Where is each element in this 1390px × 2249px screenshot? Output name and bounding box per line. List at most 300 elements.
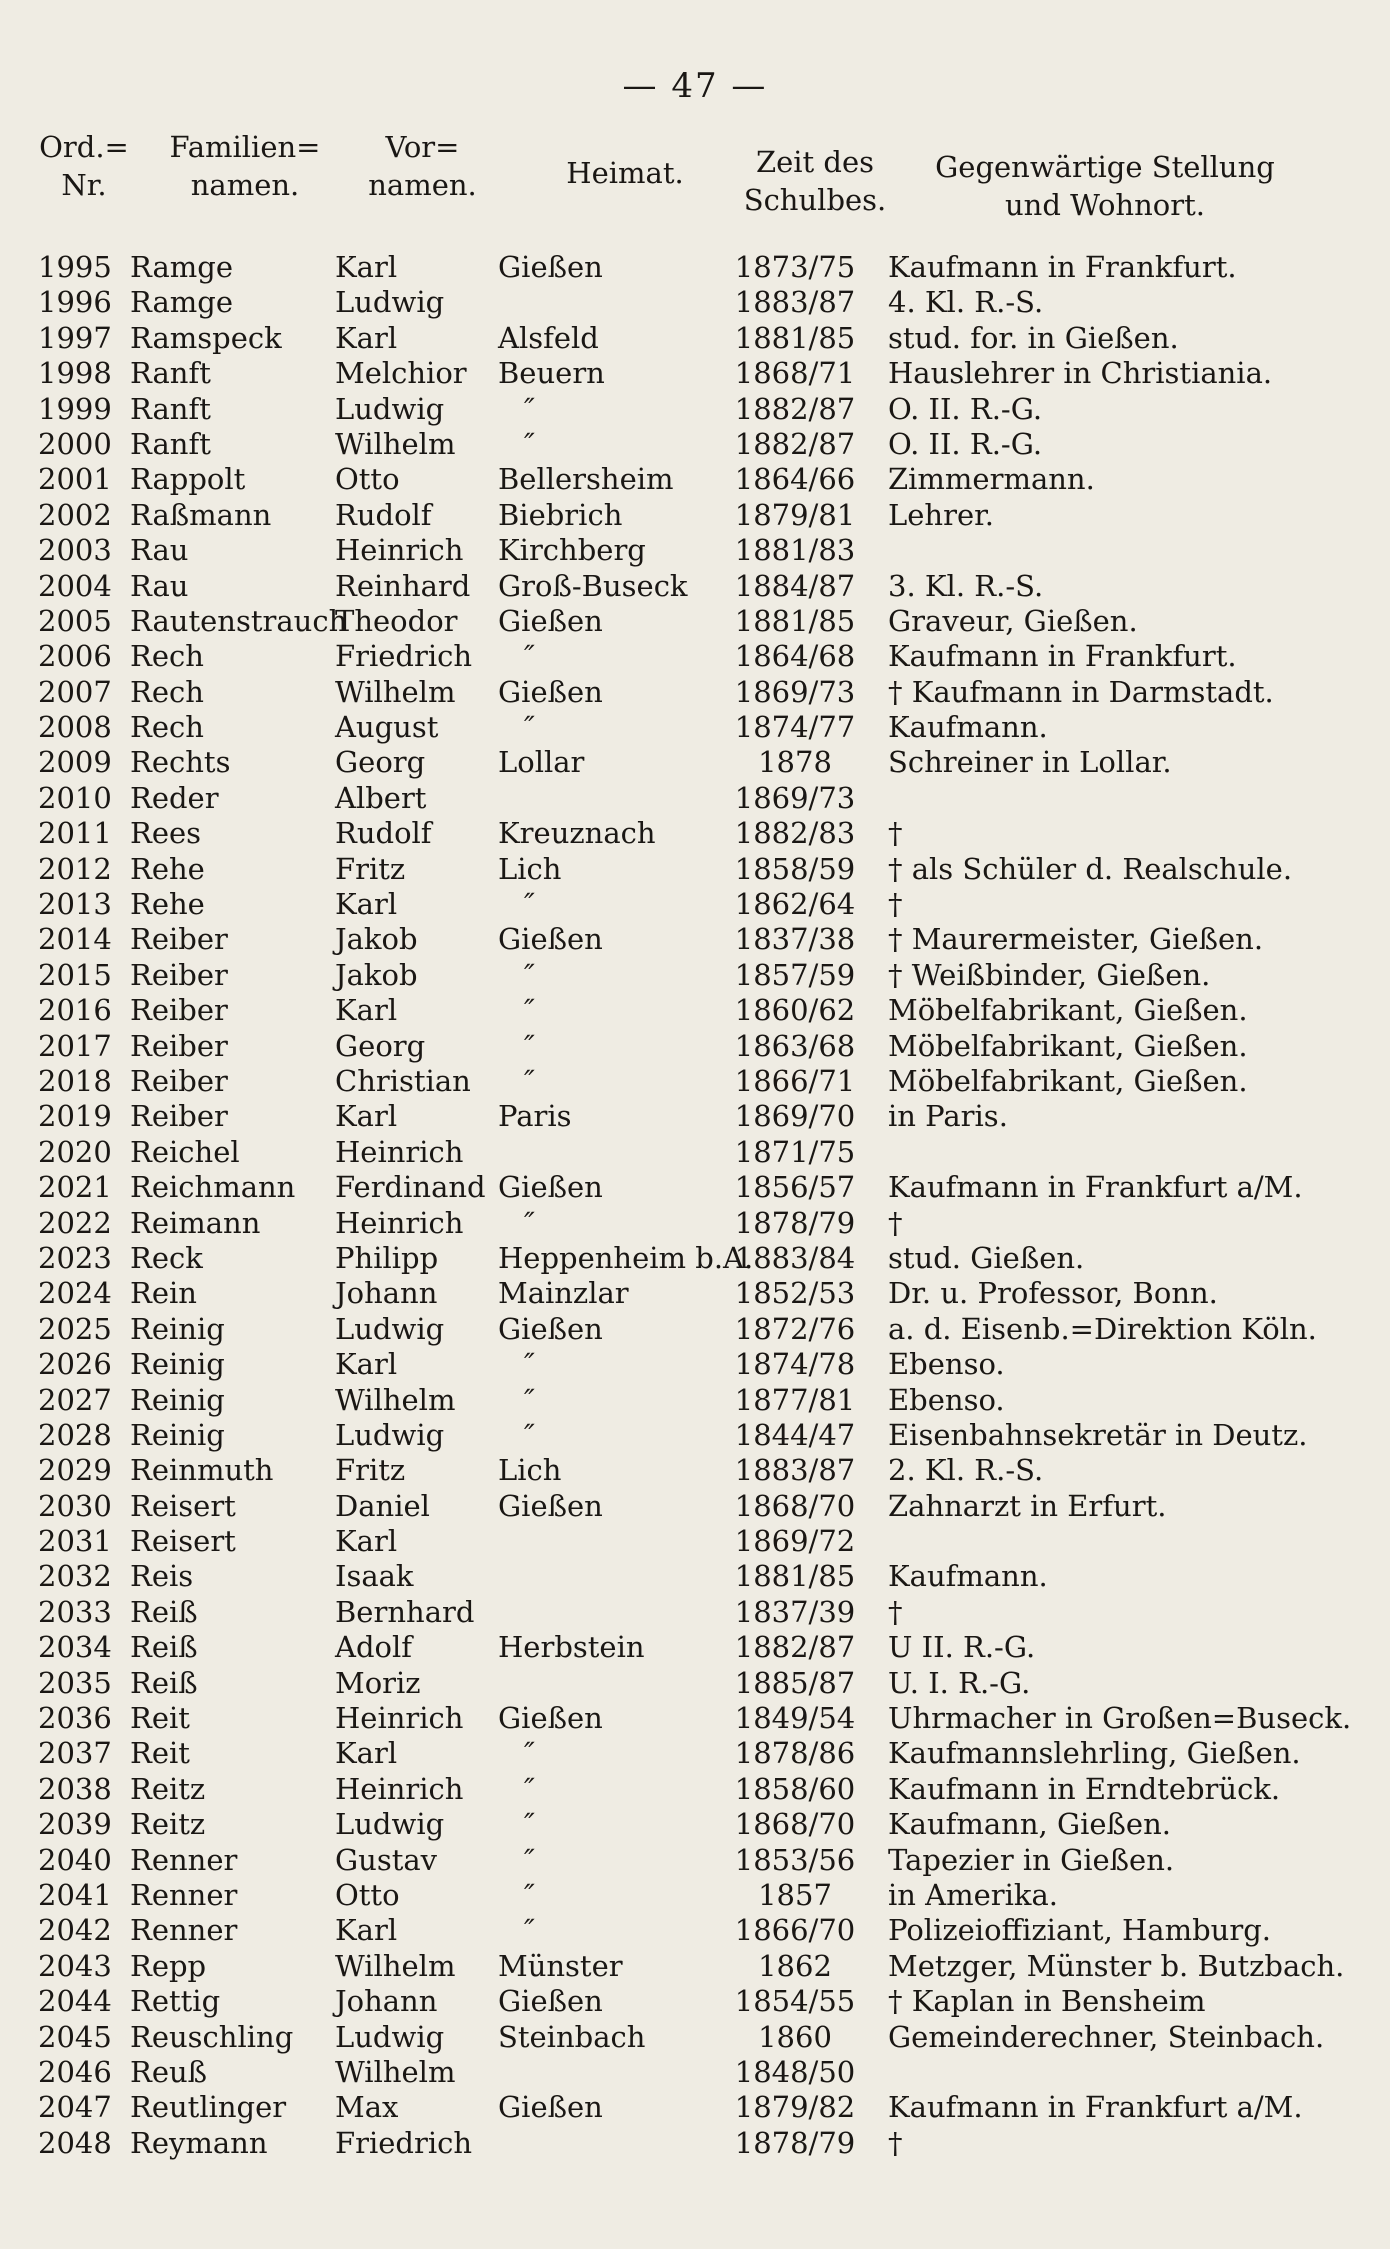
entry-familienname: Reimann — [130, 1205, 261, 1240]
entry-heimat: Gießen — [498, 2090, 603, 2125]
header-vorname — [350, 128, 495, 204]
entry-number: 2000 — [38, 426, 112, 461]
entry-heimat: ″ — [524, 1771, 535, 1806]
table-row — [0, 498, 1390, 533]
entry-stellung: † — [888, 887, 903, 922]
entry-vorname: Theodor — [335, 603, 458, 638]
table-row — [0, 321, 1390, 356]
entry-zeit: 1854/55 — [734, 1984, 856, 2019]
entry-number: 1996 — [38, 285, 112, 320]
entry-heimat: Gießen — [498, 603, 603, 638]
entry-vorname: Friedrich — [335, 2125, 473, 2160]
entry-stellung: Polizeioffiziant, Hamburg. — [888, 1913, 1271, 1948]
entry-heimat: Herbstein — [498, 1630, 645, 1665]
entry-vorname: Ludwig — [335, 2019, 445, 2054]
table-row — [0, 1736, 1390, 1771]
table-row — [0, 427, 1390, 462]
entry-number: 2021 — [38, 1170, 112, 1205]
entry-vorname: Otto — [335, 1877, 400, 1912]
entry-familienname: Reit — [130, 1701, 190, 1736]
entry-heimat: ″ — [524, 1842, 535, 1877]
entry-number: 2024 — [38, 1276, 112, 1311]
entry-zeit: 1871/75 — [734, 1134, 856, 1169]
entry-stellung: Kaufmann in Frankfurt. — [888, 639, 1237, 674]
entry-stellung: † — [888, 816, 903, 851]
entry-zeit: 1878/79 — [734, 2125, 856, 2160]
entry-zeit: 1883/84 — [734, 1240, 856, 1275]
table-row — [0, 710, 1390, 745]
entry-zeit: 1858/60 — [734, 1771, 856, 1806]
entry-vorname: Wilhelm — [335, 426, 456, 461]
table-row — [0, 1347, 1390, 1382]
entry-vorname: Heinrich — [335, 1134, 464, 1169]
entry-vorname: Bernhard — [335, 1594, 475, 1629]
entry-zeit: 1866/71 — [734, 1063, 856, 1098]
entry-stellung: Kaufmann in Frankfurt a/M. — [888, 1170, 1303, 1205]
entry-heimat: Beuern — [498, 356, 605, 391]
entry-familienname: Rehe — [130, 851, 205, 886]
entry-familienname: Ranft — [130, 356, 211, 391]
entry-familienname: Reiber — [130, 1063, 228, 1098]
entry-zeit: 1856/57 — [734, 1170, 856, 1205]
entry-heimat: Lollar — [498, 745, 585, 780]
entry-number: 2026 — [38, 1347, 112, 1382]
entry-familienname: Rau — [130, 533, 189, 568]
entry-zeit: 1877/81 — [734, 1382, 856, 1417]
entry-vorname: Jakob — [335, 922, 418, 957]
entry-zeit: 1881/83 — [734, 533, 856, 568]
entry-vorname: Rudolf — [335, 816, 432, 851]
entry-number: 2001 — [38, 462, 112, 497]
entry-vorname: Fritz — [335, 1453, 406, 1488]
entry-familienname: Reiber — [130, 922, 228, 957]
entry-heimat: Gießen — [498, 1311, 603, 1346]
entry-familienname: Reinig — [130, 1382, 225, 1417]
entry-heimat: Gießen — [498, 922, 603, 957]
entry-number: 2010 — [38, 780, 112, 815]
table-row — [0, 1489, 1390, 1524]
entry-vorname: Karl — [335, 1736, 398, 1771]
entry-number: 2043 — [38, 1948, 112, 1983]
entry-heimat: Bellersheim — [498, 462, 674, 497]
table-row — [0, 1241, 1390, 1276]
entry-heimat: ″ — [524, 1913, 535, 1948]
header-nr-line2: Nr. — [61, 168, 107, 202]
entry-stellung: Ebenso. — [888, 1347, 1005, 1382]
header-heimat: Heimat. — [566, 156, 684, 190]
entry-number: 2006 — [38, 639, 112, 674]
entry-familienname: Reitz — [130, 1807, 206, 1842]
entry-familienname: Reiber — [130, 957, 228, 992]
entry-heimat: ″ — [524, 1205, 535, 1240]
entry-vorname: Heinrich — [335, 1771, 464, 1806]
entry-zeit: 1881/85 — [734, 320, 856, 355]
header-stellung-line1: Gegenwärtige Stellung — [935, 150, 1275, 184]
entry-zeit: 1883/87 — [734, 1453, 856, 1488]
entry-number: 2012 — [38, 851, 112, 886]
entry-heimat: ″ — [524, 639, 535, 674]
table-row — [0, 569, 1390, 604]
entry-stellung: stud. Gießen. — [888, 1240, 1085, 1275]
entry-familienname: Reinmuth — [130, 1453, 274, 1488]
entry-vorname: Otto — [335, 462, 400, 497]
entry-heimat: Kreuznach — [498, 816, 656, 851]
entry-vorname: Wilhelm — [335, 674, 456, 709]
entry-vorname: Philipp — [335, 1240, 439, 1275]
entry-familienname: Reitz — [130, 1771, 206, 1806]
table-row — [0, 1701, 1390, 1736]
entry-stellung: Kaufmann in Frankfurt. — [888, 250, 1237, 284]
entry-stellung: 2. Kl. R.-S. — [888, 1453, 1044, 1488]
entry-vorname: Ferdinand — [335, 1170, 486, 1205]
entry-heimat: Gießen — [498, 1170, 603, 1205]
header-zeit-line2: Schulbes. — [743, 183, 887, 217]
entry-vorname: Daniel — [335, 1488, 430, 1523]
entry-number: 2009 — [38, 745, 112, 780]
entry-zeit: 1852/53 — [734, 1276, 856, 1311]
entry-number: 2031 — [38, 1524, 112, 1559]
entry-familienname: Renner — [130, 1842, 238, 1877]
entry-vorname: Karl — [335, 887, 398, 922]
entry-familienname: Rechts — [130, 745, 231, 780]
table-row — [0, 1524, 1390, 1559]
entry-zeit: 1857/59 — [734, 957, 856, 992]
table-row — [0, 1418, 1390, 1453]
entry-vorname: Rudolf — [335, 497, 432, 532]
entry-familienname: Reisert — [130, 1524, 236, 1559]
entry-vorname: Johann — [335, 1276, 438, 1311]
entry-number: 2046 — [38, 2054, 112, 2089]
entry-zeit: 1884/87 — [734, 568, 856, 603]
entry-number: 2014 — [38, 922, 112, 957]
register-table — [0, 250, 1390, 2161]
entry-heimat: Alsfeld — [498, 320, 599, 355]
table-row — [0, 1099, 1390, 1134]
entry-zeit: 1869/73 — [734, 780, 856, 815]
entry-vorname: Wilhelm — [335, 1382, 456, 1417]
entry-heimat: Gießen — [498, 1701, 603, 1736]
entry-zeit: 1864/66 — [734, 462, 856, 497]
entry-vorname: Reinhard — [335, 568, 471, 603]
entry-stellung: Hauslehrer in Christiania. — [888, 356, 1273, 391]
entry-stellung: Lehrer. — [888, 497, 995, 532]
entry-number: 2034 — [38, 1630, 112, 1665]
entry-familienname: Reiß — [130, 1665, 198, 1700]
entry-zeit: 1878/79 — [734, 1205, 856, 1240]
entry-number: 2023 — [38, 1240, 112, 1275]
entry-number: 1998 — [38, 356, 112, 391]
table-row — [0, 2055, 1390, 2090]
header-vorname-line1: Vor= — [385, 130, 460, 164]
entry-number: 2007 — [38, 674, 112, 709]
entry-vorname: Karl — [335, 250, 398, 284]
entry-zeit: 1858/59 — [734, 851, 856, 886]
entry-stellung: Kaufmann. — [888, 710, 1048, 745]
entry-vorname: Ludwig — [335, 391, 445, 426]
entry-familienname: Reiber — [130, 993, 228, 1028]
entry-zeit: 1866/70 — [734, 1913, 856, 1948]
table-row — [0, 1276, 1390, 1311]
entry-stellung: † Kaplan in Bensheim — [888, 1984, 1206, 2019]
entry-zeit: 1863/68 — [734, 1028, 856, 1063]
table-row — [0, 533, 1390, 568]
entry-familienname: Reit — [130, 1736, 190, 1771]
entry-vorname: Johann — [335, 1984, 438, 2019]
entry-number: 2020 — [38, 1134, 112, 1169]
table-row — [0, 993, 1390, 1028]
table-row — [0, 1984, 1390, 2019]
entry-stellung: Kaufmann in Frankfurt a/M. — [888, 2090, 1303, 2125]
entry-number: 2036 — [38, 1701, 112, 1736]
table-row — [0, 1383, 1390, 1418]
entry-vorname: Heinrich — [335, 1701, 464, 1736]
entry-number: 1995 — [38, 250, 112, 284]
entry-familienname: Renner — [130, 1877, 238, 1912]
table-row — [0, 1595, 1390, 1630]
entry-number: 2037 — [38, 1736, 112, 1771]
entry-number: 2005 — [38, 603, 112, 638]
entry-number: 2016 — [38, 993, 112, 1028]
entry-stellung: O. II. R.-G. — [888, 426, 1043, 461]
entry-familienname: Reinig — [130, 1347, 225, 1382]
table-row — [0, 285, 1390, 320]
entry-vorname: Fritz — [335, 851, 406, 886]
entry-vorname: Karl — [335, 1524, 398, 1559]
entry-zeit: 1868/70 — [734, 1807, 856, 1842]
entry-number: 2018 — [38, 1063, 112, 1098]
entry-familienname: Rech — [130, 710, 204, 745]
entry-heimat: ″ — [524, 1877, 535, 1912]
table-row — [0, 852, 1390, 887]
entry-zeit: 1869/72 — [734, 1524, 856, 1559]
entry-stellung: a. d. Eisenb.=Direktion Köln. — [888, 1311, 1317, 1346]
table-row — [0, 1206, 1390, 1241]
entry-familienname: Reichmann — [130, 1170, 296, 1205]
entry-stellung: stud. for. in Gießen. — [888, 320, 1179, 355]
entry-familienname: Ramspeck — [130, 320, 282, 355]
entry-zeit: 1882/87 — [734, 426, 856, 461]
header-vorname-line2: namen. — [368, 168, 477, 202]
entry-stellung: † als Schüler d. Realschule. — [888, 851, 1293, 886]
entry-zeit: 1874/77 — [734, 710, 856, 745]
entry-familienname: Reisert — [130, 1488, 236, 1523]
entry-zeit: 1883/87 — [734, 285, 856, 320]
table-row — [0, 392, 1390, 427]
entry-familienname: Reutlinger — [130, 2090, 287, 2125]
entry-vorname: Christian — [335, 1063, 471, 1098]
entry-familienname: Ranft — [130, 426, 211, 461]
entry-vorname: Georg — [335, 1028, 426, 1063]
entry-heimat: ″ — [524, 1807, 535, 1842]
entry-stellung: Tapezier in Gießen. — [888, 1842, 1175, 1877]
entry-zeit: 1860/62 — [734, 993, 856, 1028]
entry-familienname: Reuß — [130, 2054, 208, 2089]
table-row — [0, 356, 1390, 391]
table-row — [0, 604, 1390, 639]
entry-familienname: Rein — [130, 1276, 197, 1311]
entry-familienname: Reinig — [130, 1417, 225, 1452]
table-row — [0, 1807, 1390, 1842]
entry-stellung: Zimmermann. — [888, 462, 1095, 497]
entry-number: 2025 — [38, 1311, 112, 1346]
entry-stellung: Gemeinderechner, Steinbach. — [888, 2019, 1325, 2054]
table-row — [0, 1772, 1390, 1807]
entry-number: 2041 — [38, 1877, 112, 1912]
entry-zeit: 1882/87 — [734, 1630, 856, 1665]
entry-familienname: Reiber — [130, 1099, 228, 1134]
entry-heimat: Gießen — [498, 1488, 603, 1523]
entry-familienname: Reder — [130, 780, 219, 815]
entry-heimat: Kirchberg — [498, 533, 646, 568]
table-row — [0, 250, 1390, 285]
header-familienname — [150, 128, 340, 204]
entry-vorname: Adolf — [335, 1630, 412, 1665]
entry-familienname: Rehe — [130, 887, 205, 922]
entry-vorname: Melchior — [335, 356, 467, 391]
entry-zeit: 1869/73 — [734, 674, 856, 709]
entry-number: 2002 — [38, 497, 112, 532]
entry-zeit: 1878/86 — [734, 1736, 856, 1771]
entry-heimat: Mainzlar — [498, 1276, 629, 1311]
entry-heimat: ″ — [524, 1063, 535, 1098]
entry-stellung: Zahnarzt in Erfurt. — [888, 1488, 1167, 1523]
entry-zeit: 1881/85 — [734, 603, 856, 638]
entry-familienname: Raßmann — [130, 497, 272, 532]
table-row — [0, 1029, 1390, 1064]
entry-heimat: ″ — [524, 1028, 535, 1063]
entry-heimat: Paris — [498, 1099, 572, 1134]
entry-stellung: Kaufmann. — [888, 1559, 1048, 1594]
entry-zeit: 1874/78 — [734, 1347, 856, 1382]
entry-zeit: 1857 — [758, 1877, 832, 1912]
header-nr-line1: Ord.= — [39, 130, 129, 164]
entry-zeit: 1860 — [758, 2019, 832, 2054]
entry-heimat: ″ — [524, 1382, 535, 1417]
table-row — [0, 639, 1390, 674]
entry-vorname: Jakob — [335, 957, 418, 992]
entry-zeit: 1878 — [758, 745, 832, 780]
entry-number: 2028 — [38, 1417, 112, 1452]
entry-familienname: Rech — [130, 639, 204, 674]
entry-number: 2017 — [38, 1028, 112, 1063]
entry-zeit: 1862 — [758, 1948, 832, 1983]
entry-stellung: † Maurermeister, Gießen. — [888, 922, 1264, 957]
entry-stellung: Ebenso. — [888, 1382, 1005, 1417]
entry-zeit: 1862/64 — [734, 887, 856, 922]
entry-number: 2019 — [38, 1099, 112, 1134]
entry-zeit: 1868/70 — [734, 1488, 856, 1523]
entry-vorname: Ludwig — [335, 1807, 445, 1842]
table-row — [0, 887, 1390, 922]
entry-familienname: Rau — [130, 568, 189, 603]
entry-vorname: Friedrich — [335, 639, 473, 674]
entry-stellung: Graveur, Gießen. — [888, 603, 1138, 638]
entry-vorname: Albert — [335, 780, 427, 815]
entry-number: 2044 — [38, 1984, 112, 2019]
entry-vorname: Karl — [335, 1099, 398, 1134]
entry-number: 2048 — [38, 2125, 112, 2160]
entry-stellung: Metzger, Münster b. Butzbach. — [888, 1948, 1345, 1983]
table-row — [0, 1312, 1390, 1347]
table-row — [0, 675, 1390, 710]
entry-number: 1999 — [38, 391, 112, 426]
entry-stellung: Kaufmannslehrling, Gießen. — [888, 1736, 1301, 1771]
entry-stellung: O. II. R.-G. — [888, 391, 1043, 426]
header-nr — [36, 128, 132, 204]
table-row — [0, 2020, 1390, 2055]
entry-stellung: U. I. R.-G. — [888, 1665, 1031, 1700]
entry-vorname: Moriz — [335, 1665, 421, 1700]
table-row — [0, 816, 1390, 851]
entry-heimat: Lich — [498, 851, 562, 886]
header-familienname-line1: Familien= — [169, 130, 321, 164]
entry-heimat: Steinbach — [498, 2019, 646, 2054]
table-row — [0, 1666, 1390, 1701]
entry-heimat: Münster — [498, 1948, 623, 1983]
entry-zeit: 1873/75 — [734, 250, 856, 284]
entry-familienname: Repp — [130, 1948, 207, 1983]
table-row — [0, 958, 1390, 993]
entry-vorname: Karl — [335, 320, 398, 355]
table-row — [0, 1913, 1390, 1948]
entry-heimat: ″ — [524, 1736, 535, 1771]
entry-stellung: in Amerika. — [888, 1877, 1058, 1912]
entry-zeit: 1869/70 — [734, 1099, 856, 1134]
entry-heimat: Heppenheim b.A. — [498, 1240, 754, 1275]
entry-vorname: Heinrich — [335, 533, 464, 568]
entry-familienname: Rech — [130, 674, 204, 709]
entry-heimat: Gießen — [498, 1984, 603, 2019]
entry-number: 2040 — [38, 1842, 112, 1877]
entry-familienname: Renner — [130, 1913, 238, 1948]
entry-vorname: Ludwig — [335, 1311, 445, 1346]
entry-familienname: Rautenstrauch — [130, 603, 348, 638]
entry-heimat: ″ — [524, 993, 535, 1028]
table-row — [0, 1843, 1390, 1878]
entry-vorname: Max — [335, 2090, 399, 2125]
entry-familienname: Reinig — [130, 1311, 225, 1346]
entry-stellung: † — [888, 1594, 903, 1629]
entry-vorname: Gustav — [335, 1842, 438, 1877]
entry-number: 2022 — [38, 1205, 112, 1240]
entry-vorname: August — [335, 710, 439, 745]
table-row — [0, 1170, 1390, 1205]
entry-zeit: 1882/87 — [734, 391, 856, 426]
entry-number: 2038 — [38, 1771, 112, 1806]
entry-heimat: ″ — [524, 426, 535, 461]
entry-heimat: ″ — [524, 391, 535, 426]
entry-familienname: Reichel — [130, 1134, 240, 1169]
entry-vorname: Ludwig — [335, 285, 445, 320]
entry-zeit: 1882/83 — [734, 816, 856, 851]
entry-heimat: ″ — [524, 710, 535, 745]
table-row — [0, 745, 1390, 780]
entry-heimat: ″ — [524, 957, 535, 992]
entry-familienname: Ranft — [130, 391, 211, 426]
entry-zeit: 1879/82 — [734, 2090, 856, 2125]
entry-heimat: Lich — [498, 1453, 562, 1488]
entry-stellung: † — [888, 2125, 903, 2160]
entry-vorname: Ludwig — [335, 1417, 445, 1452]
entry-number: 2042 — [38, 1913, 112, 1948]
entry-vorname: Isaak — [335, 1559, 414, 1594]
table-row — [0, 1949, 1390, 1984]
entry-zeit: 1872/76 — [734, 1311, 856, 1346]
entry-stellung: † Weißbinder, Gießen. — [888, 957, 1211, 992]
header-zeit — [735, 143, 895, 219]
entry-stellung: Möbelfabrikant, Gießen. — [888, 993, 1248, 1028]
entry-familienname: Reiß — [130, 1630, 198, 1665]
